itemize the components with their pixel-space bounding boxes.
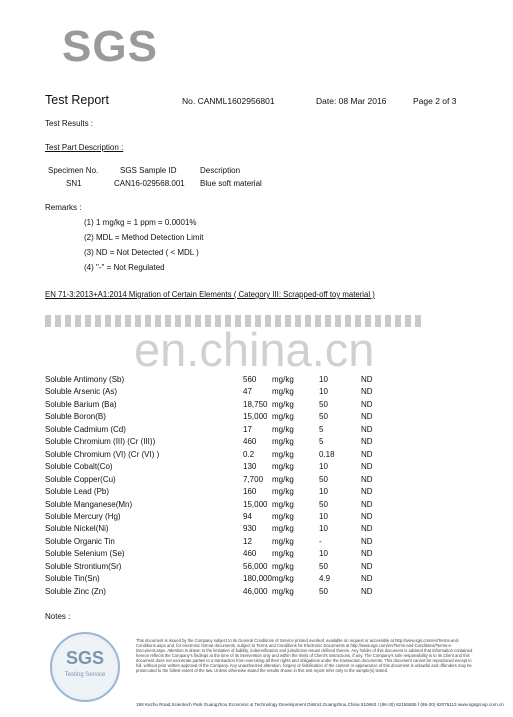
cell-limit: 94 (243, 511, 252, 521)
cell-limit: 46,000 (243, 586, 268, 596)
cell-result: ND (361, 462, 373, 472)
cell-result: ND (361, 536, 373, 546)
cell-limit: 17 (243, 424, 252, 434)
cell-result: ND (361, 574, 373, 584)
cell-item: Soluble Lead (Pb) (45, 487, 110, 497)
table-row (45, 537, 405, 549)
cell-result: ND (361, 524, 373, 534)
table-row (45, 574, 405, 586)
cell-unit: mg/kg (272, 561, 294, 571)
cell-unit: mg/kg (272, 574, 294, 584)
specimen-cell-3: Blue soft material (200, 179, 262, 188)
table-row (45, 400, 405, 412)
specimen-cell-2: CAN16-029568.001 (114, 179, 185, 188)
cell-limit: 12 (243, 536, 252, 546)
cell-unit: mg/kg (272, 524, 294, 534)
cell-mdl: 10 (319, 524, 328, 534)
cell-item: Soluble Barium (Ba) (45, 399, 117, 409)
cell-item: Soluble Nickel(Ni) (45, 524, 109, 534)
cell-mdl: 10 (319, 511, 328, 521)
table-row (45, 475, 405, 487)
cell-unit: mg/kg (272, 399, 294, 409)
cell-result: ND (361, 412, 373, 422)
specimen-header-1: Specimen No. (48, 166, 99, 175)
cell-unit: mg/kg (272, 474, 294, 484)
cell-limit: 460 (243, 549, 257, 559)
stamp-text: Testing Service (64, 672, 106, 678)
cell-result: ND (361, 399, 373, 409)
cell-unit: mg/kg (272, 437, 294, 447)
standard-heading: EN 71-3:2013+A1:2014 Migration of Certain Elements ( Category III: Scrapped-off toy material ) (45, 290, 375, 299)
cell-item: Soluble Manganese(Mn) (45, 499, 133, 509)
table-row (45, 375, 405, 387)
cell-limit: 7,700 (243, 474, 264, 484)
table-row (45, 500, 405, 512)
report-title: Test Report (45, 93, 109, 107)
remark-4: (4) "-" = Not Regulated (84, 263, 165, 272)
cell-result: ND (361, 586, 373, 596)
table-row (45, 524, 405, 536)
cell-item: Soluble Arsenic (As) (45, 387, 118, 397)
cell-unit: mg/kg (272, 424, 294, 434)
cell-mdl: 10 (319, 462, 328, 472)
remark-3: (3) ND = Not Detected ( < MDL ) (84, 248, 199, 257)
cell-limit: 180,000 (243, 574, 272, 584)
table-row (45, 549, 405, 561)
cell-mdl: 50 (319, 399, 328, 409)
table-row (45, 487, 405, 499)
cell-item: Soluble Chromium (VI) (Cr (VI) ) (45, 449, 160, 459)
testing-service-stamp (50, 632, 120, 702)
table-row (45, 412, 405, 424)
cell-limit: 0.2 (243, 449, 255, 459)
cell-mdl: 50 (319, 561, 328, 571)
specimen-cell-1: SN1 (66, 179, 82, 188)
cell-result: ND (361, 499, 373, 509)
cell-result: ND (361, 375, 373, 384)
specimen-header-3: Description (200, 166, 241, 175)
cell-result: ND (361, 387, 373, 397)
cell-item: Soluble Chromium (III) (Cr (III)) (45, 437, 156, 447)
cell-limit: 15,000 (243, 499, 268, 509)
cell-item: Soluble Selenium (Se) (45, 549, 125, 559)
cell-item: Soluble Cadmium (Cd) (45, 424, 126, 434)
cell-item: Soluble Strontium(Sr) (45, 561, 122, 571)
footer-address: 198 Kezhu Road,Scientech Park Guangzhou Economic & Technology Development District,Guangzhou,China 510663 t (86-20) 82155555 f (86-20) 82075113 www.sgsgroup.com.cn (136, 702, 504, 707)
table-row (45, 562, 405, 574)
cell-mdl: 10 (319, 487, 328, 497)
cell-unit: mg/kg (272, 375, 294, 384)
cell-unit: mg/kg (272, 449, 294, 459)
watermark: en.china.cn (134, 323, 375, 376)
table-row (45, 462, 405, 474)
cell-item: Soluble Zinc (Zn) (45, 586, 106, 596)
cell-item: Soluble Antimony (Sb) (45, 375, 125, 384)
cell-item: Soluble Cobalt(Co) (45, 462, 113, 472)
cell-unit: mg/kg (272, 412, 294, 422)
table-row (45, 437, 405, 449)
cell-unit: mg/kg (272, 511, 294, 521)
cell-unit: mg/kg (272, 586, 294, 596)
cell-limit: 47 (243, 387, 252, 397)
cell-mdl: 50 (319, 412, 328, 422)
report-number: No. CANML1602956801 (182, 96, 275, 106)
cell-item: Soluble Boron(B) (45, 412, 106, 422)
notes-label: Notes : (45, 612, 71, 621)
cell-item: Soluble Organic Tin (45, 536, 115, 546)
cell-result: ND (361, 474, 373, 484)
cell-limit: 160 (243, 487, 257, 497)
cell-result: ND (361, 511, 373, 521)
cell-limit: 560 (243, 375, 257, 384)
test-results-label: Test Results : (45, 119, 94, 128)
cell-item: Soluble Mercury (Hg) (45, 511, 121, 521)
cell-mdl: 50 (319, 474, 328, 484)
cell-result: ND (361, 424, 373, 434)
part-description-heading: Test Part Description : (45, 143, 124, 152)
cell-result: ND (361, 487, 373, 497)
cell-mdl: 10 (319, 375, 328, 384)
cell-limit: 460 (243, 437, 257, 447)
cell-mdl: 0.18 (319, 449, 335, 459)
remark-1: (1) 1 mg/kg = 1 ppm = 0.0001% (84, 218, 197, 227)
cell-mdl: - (319, 536, 322, 546)
cell-mdl: 50 (319, 586, 328, 596)
cell-unit: mg/kg (272, 387, 294, 397)
remark-2: (2) MDL = Method Detection Limit (84, 233, 204, 242)
cell-mdl: 10 (319, 387, 328, 397)
cell-limit: 130 (243, 462, 257, 472)
cell-mdl: 4.9 (319, 574, 331, 584)
remarks-label: Remarks : (45, 203, 82, 212)
cell-limit: 18,750 (243, 399, 268, 409)
cell-unit: mg/kg (272, 487, 294, 497)
sgs-logo: SGS (62, 22, 158, 71)
cell-mdl: 10 (319, 549, 328, 559)
cell-result: ND (361, 449, 373, 459)
cell-limit: 15,000 (243, 412, 268, 422)
cell-item: Soluble Tin(Sn) (45, 574, 100, 584)
cell-mdl: 5 (319, 437, 324, 447)
cell-item: Soluble Copper(Cu) (45, 474, 116, 484)
fine-print: This document is issued by the Company subject to its General Conditions of Service printed overleaf, available on request or accessible at http://www.sgs.com/en/Terms-and-Conditions.aspx and, for electronic format documents, subject to Terms and Conditions for Electronic Documents at http://www.sgs.com/en/Terms-and-Conditions/Terms-e-Document.aspx. Attention is drawn to the limitation of liability, indemnification and jurisdiction issues defined therein. Any holder of this document is advised that information contained hereon reflects the Company's findings at the time of its intervention only and within the limits of Client's instructions, if any. The Company's sole responsibility is to its Client and this document does not exonerate parties to a transaction from exercising all their rights and obligations under the transaction documents. This document cannot be reproduced except in full, without prior written approval of the Company. Any unauthorized alteration, forgery or falsification of the content or appearance of this document is unlawful and offenders may be prosecuted to the fullest extent of the law. Unless otherwise stated the results shown in this test report refer only to the sample(s) tested. (136, 638, 473, 673)
specimen-header-2: SGS Sample ID (120, 166, 177, 175)
cell-unit: mg/kg (272, 536, 294, 546)
cell-mdl: 50 (319, 499, 328, 509)
cell-result: ND (361, 549, 373, 559)
cell-unit: mg/kg (272, 549, 294, 559)
report-date: Date: 08 Mar 2016 (316, 96, 387, 106)
table-row (45, 387, 405, 399)
cell-result: ND (361, 561, 373, 571)
table-row (45, 450, 405, 462)
page-number: Page 2 of 3 (413, 96, 457, 106)
stamp-logo: SGS (65, 648, 104, 668)
cell-result: ND (361, 437, 373, 447)
cell-mdl: 5 (319, 424, 324, 434)
table-row (45, 512, 405, 524)
cell-limit: 930 (243, 524, 257, 534)
table-row (45, 587, 405, 599)
table-row (45, 425, 405, 437)
cell-limit: 56,000 (243, 561, 268, 571)
cell-unit: mg/kg (272, 499, 294, 509)
cell-unit: mg/kg (272, 462, 294, 472)
